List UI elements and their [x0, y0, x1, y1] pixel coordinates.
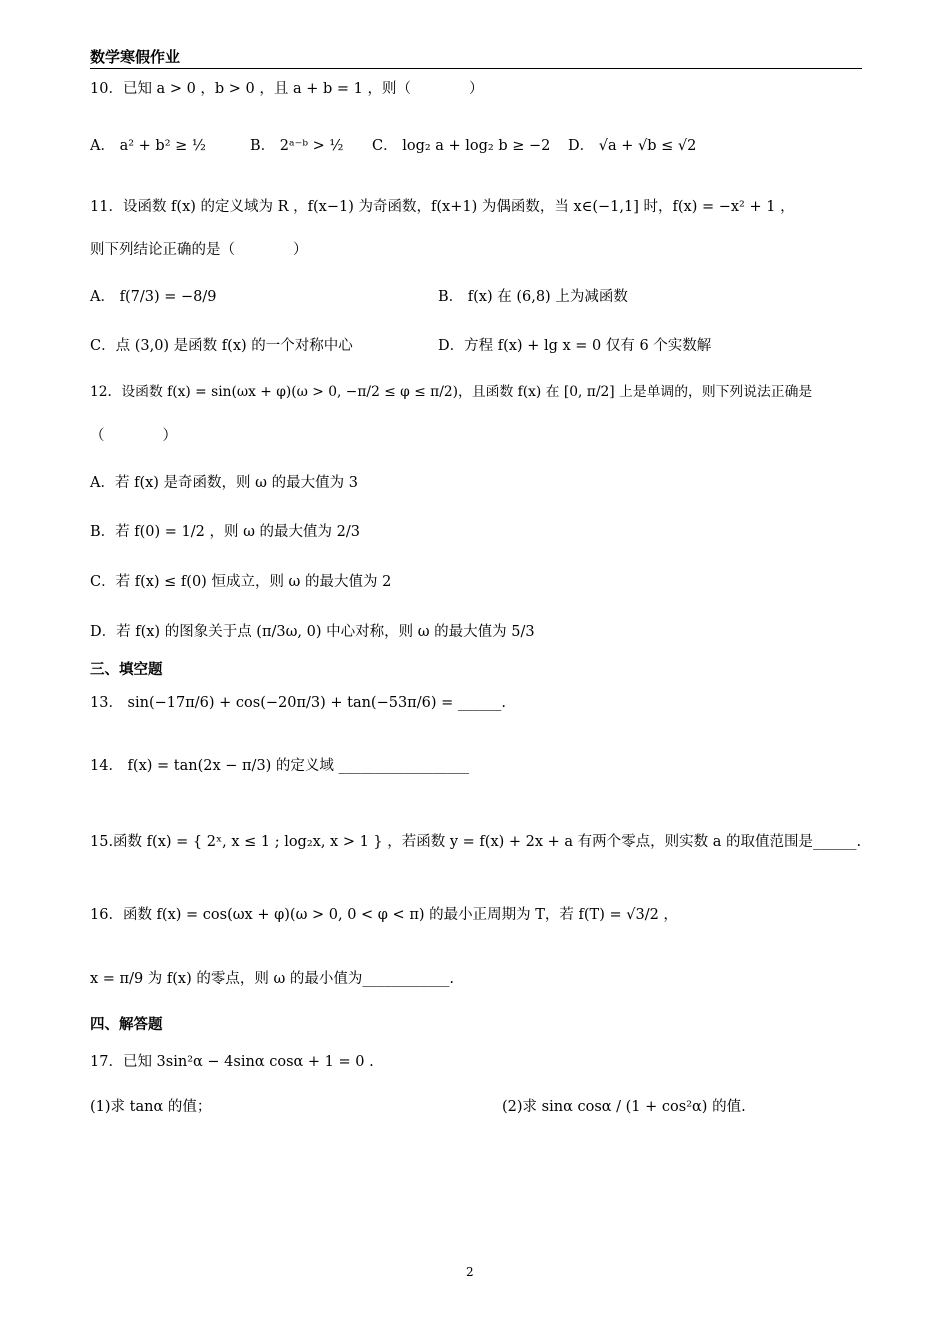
q12-option-c: C．若 f(x) ≤ f(0) 恒成立，则 ω 的最大值为 2	[90, 574, 392, 590]
q12-option-a: A．若 f(x) 是奇函数，则 ω 的最大值为 3	[90, 475, 358, 491]
section-fill-in: 三、填空题	[90, 662, 163, 678]
q12-option-b: B．若 f(0) = 1/2 ，则 ω 的最大值为 2/3	[90, 524, 360, 540]
q12-stem-line1: 12．设函数 f(x) = sin(ωx + φ)(ω > 0, −π/2 ≤ φ ≤ π/2)，且函数 f(x) 在 [0, π/2] 上是单调的，则下列说法正确是	[90, 384, 813, 400]
q10-option-a: A． a² + b² ≥ ½	[90, 138, 206, 154]
q15: 15.函数 f(x) = { 2ˣ, x ≤ 1 ; log₂x, x > 1 } ，若函数 y = f(x) + 2x + a 有两个零点，则实数 a 的取值范围是______.	[90, 834, 862, 850]
q16-line1: 16．函数 f(x) = cos(ωx + φ)(ω > 0, 0 < φ < π) 的最小正周期为 T，若 f(T) = √3/2 ，	[90, 907, 678, 923]
q17-stem: 17．已知 3sin²α − 4sinα cosα + 1 = 0 .	[90, 1054, 374, 1070]
q11-stem-line1: 11．设函数 f(x) 的定义域为 R ，f(x−1) 为奇函数，f(x+1) 为偶函数，当 x∈(−1,1] 时，f(x) = −x² + 1 ，	[90, 199, 795, 215]
q11-option-b: B． f(x) 在 (6,8) 上为减函数	[438, 289, 628, 305]
q10-option-b: B． 2ᵃ⁻ᵇ > ½	[250, 138, 344, 154]
q11-option-c: C．点 (3,0) 是函数 f(x) 的一个对称中心	[90, 338, 353, 354]
q12-stem-line2: （ ）	[90, 428, 177, 444]
q13: 13． sin(−17π/6) + cos(−20π/3) + tan(−53π/6) = ______.	[90, 695, 506, 711]
q12-option-d: D．若 f(x) 的图象关于点 (π/3ω, 0) 中心对称，则 ω 的最大值为 5/3	[90, 624, 535, 640]
header-title: 数学寒假作业	[90, 48, 181, 66]
q16-line2: x = π/9 为 f(x) 的零点，则 ω 的最小值为____________.	[90, 971, 455, 987]
q17-part1: (1)求 tanα 的值；	[90, 1099, 212, 1115]
page-header	[90, 46, 862, 69]
q10-option-c: C． log₂ a + log₂ b ≥ −2	[372, 138, 551, 154]
q14: 14． f(x) = tan(2x − π/3) 的定义域 __________________	[90, 758, 470, 774]
q11-option-a: A． f(7/3) = −8/9	[90, 289, 217, 305]
q10-stem: 10．已知 a > 0 ，b > 0 ，且 a + b = 1 ，则（ ）	[90, 81, 484, 97]
q11-option-d: D．方程 f(x) + lg x = 0 仅有 6 个实数解	[438, 338, 712, 354]
page-number: 2	[466, 1265, 474, 1279]
q10-option-d: D． √a + √b ≤ √2	[568, 138, 697, 154]
q17-part2: (2)求 sinα cosα / (1 + cos²α) 的值.	[502, 1099, 746, 1115]
q11-stem-line2: 则下列结论正确的是（ ）	[90, 242, 308, 258]
section-solve: 四、解答题	[90, 1017, 163, 1033]
